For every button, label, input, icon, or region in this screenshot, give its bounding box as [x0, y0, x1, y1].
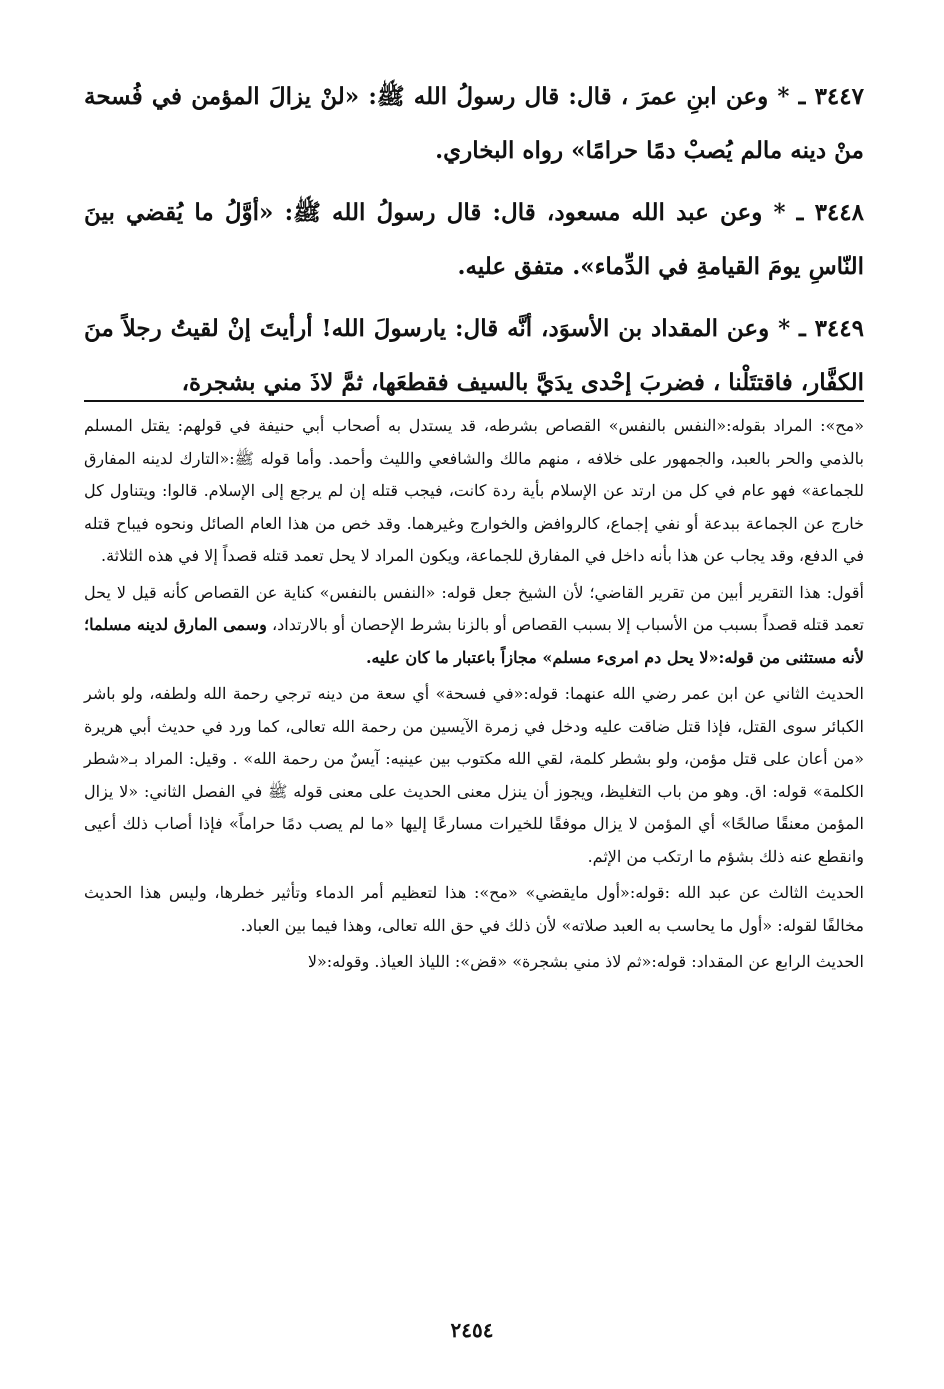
commentary-bold-text: وسمى المارق لدينه مسلما؛ لأنه مستثنى من قوله:«لا يحل دم امرىء مسلم» مجازاً باعتبار ما كان عليه.	[84, 615, 864, 667]
commentary-text: الحديث الثاني عن ابن عمر رضي الله عنهما: قوله:«في فسحة» أي سعة من دينه ترجي رحمة الله ولطفه، ولو باشر الكبائر سوى القتل، فإذا قتل ضاقت عليه ودخل في زمرة الآيسين من رحمة الله تعالى، كما ورد في حديث أبي هريرة «من أعان على قتل مؤمن، ولو بشطر كلمة، لقي الله مكتوب بين عينيه: آيسٌ من رحمة الله» . وقيل: المراد بـ«شطر الكلمة» قوله: اق. وهو من باب التغليظ، ويجوز أن ينزل معنى الحديث على معنى قوله ﷺ في الفصل الثاني: «لا يزال المؤمن معنقًا صالحًا» أي المؤمن لا يزال موفقًا للخيرات مسارعًا إليها «ما لم يصب دمًا حراماً» فإذا أصاب ذلك أعيى وانقطع عنه ذلك بشؤم ما ارتكب من الإثم.	[84, 684, 865, 866]
commentary-paragraph-1	[84, 410, 864, 573]
commentary-paragraph-4	[84, 877, 864, 942]
hadith-3449: ٣٤٤٩ ـ * وعن المقداد بن الأسوَد، أنَّه قال: يارسولَ الله! أرأيتَ إنْ لقيتُ رجلاً منَ الكفَّار، فاقتتَلْنا ، فضربَ إحْدى يدَيَّ بالسيف فقطعَها، ثمَّ لاذَ مني بشجرة،	[84, 315, 864, 396]
commentary-paragraph-3	[84, 678, 864, 873]
footnote-divider	[84, 400, 864, 402]
commentary-text: الحديث الرابع عن المقداد: قوله:«ثم لاذ مني بشجرة» «قض»: اللياذ العياذ. وقوله:«لا	[307, 952, 864, 971]
commentary-text: «مح»: المراد بقوله:«النفس بالنفس» القصاص بشرطه، قد يستدل به أصحاب أبي حنيفة في قولهم: يقتل المسلم بالذمي والحر بالعبد، والجمهور على خلافه ، منهم مالك والشافعي والليث وأحمد. وأما قوله ﷺ:«التارك لدينه المفارق للجماعة» فهو عام في كل من ارتد عن الإسلام بأية ردة كانت، فيجب قتله إن لم يرجع إلى الإسلام. قالوا: ويتناول كل خارج عن الجماعة ببدعة أو نفي إجماع، كالروافض والخوارج وغيرهما. وقد خص من هذا العام الصائل ونحوه فيباح قتله في الدفع، وقد يجاب عن هذا بأنه داخل في المفارق للجماعة، ويكون المراد لا يحل تعمد قتله قصداً إلا في هذه الثلاثة.	[84, 416, 865, 565]
commentary-text: أقول: هذا التقرير أبين من تقرير القاضي؛ لأن الشيخ جعل قوله: «النفس بالنفس» كناية عن القصاص كأنه قيل لا يحل تعمد قتله قصداً بسبب من الأسباب إلا بسبب القصاص أو بالزنا بشرط الإحصان أو بالارتداد،	[84, 582, 865, 634]
commentary-paragraph-5	[84, 946, 864, 979]
commentary-section	[84, 410, 864, 983]
page-number: ٢٤٥٤	[450, 1318, 494, 1342]
hadith-3447: ٣٤٤٧ ـ * وعن ابنِ عمرَ ، قال: قال رسولُ الله ﷺ: «لنْ يزالَ المؤمن في فُسحة منْ دينه مالم يُصبْ دمًا حرامًا» رواه البخاري.	[84, 83, 864, 164]
hadith-section	[84, 70, 864, 418]
commentary-text: الحديث الثالث عن عبد الله :قوله:«أول مايقضي» «مح»: هذا لتعظيم أمر الدماء وتأثير خطرها، وليس هذا الحديث مخالفًا لقوله: «أول ما يحاسب به العبد صلاته» لأن ذلك في حق الله تعالى، وهذا فيما بين العباد.	[84, 883, 864, 935]
commentary-paragraph-2	[84, 577, 864, 675]
hadith-3448: ٣٤٤٨ ـ * وعن عبد الله مسعود، قال: قال رسولُ الله ﷺ: «أوَّلُ ما يُقضي بينَ النّاسِ يومَ القيامةِ في الدِّماء». متفق عليه.	[84, 199, 864, 280]
